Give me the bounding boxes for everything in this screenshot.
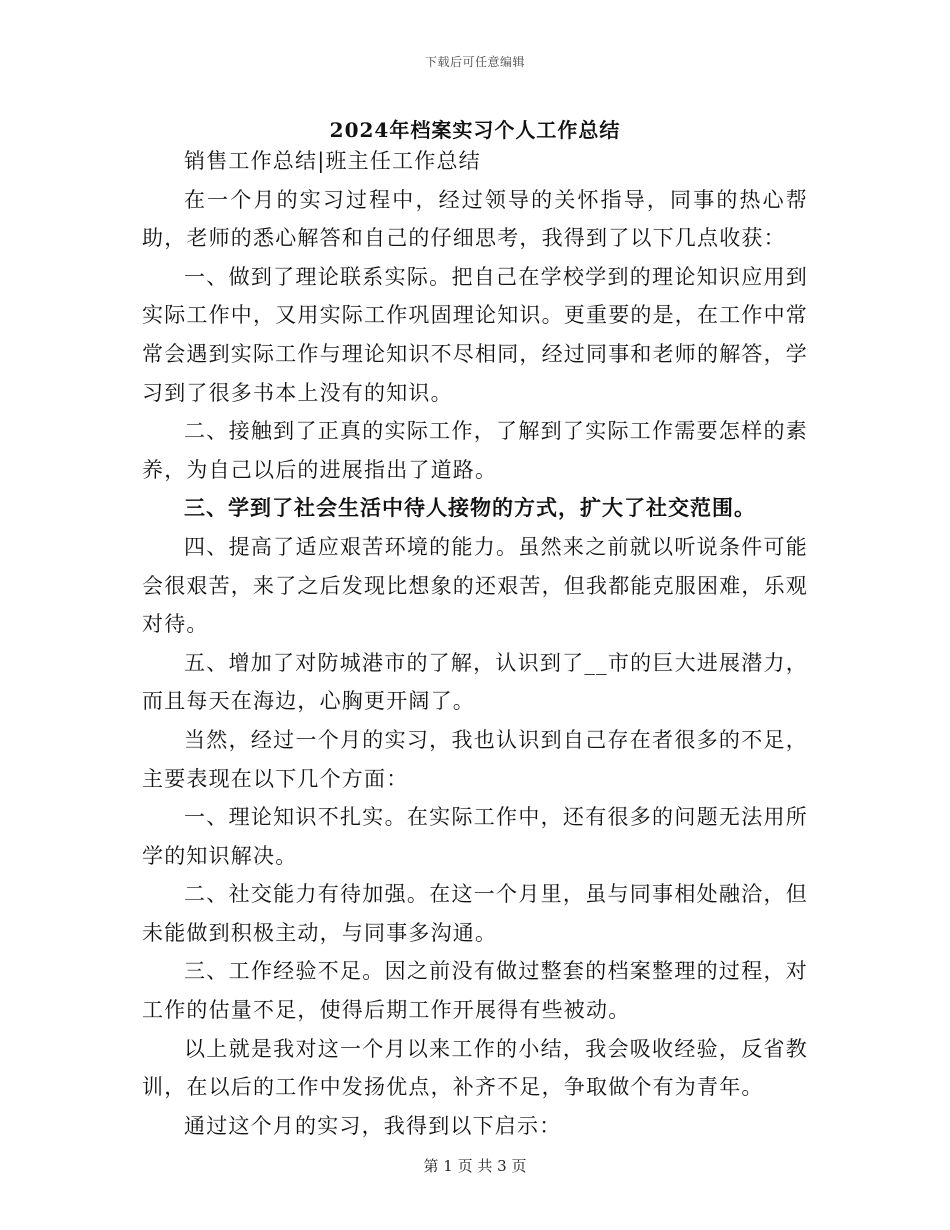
paragraph-3: 一、做到了理论联系实际。把自己在学校学到的理论知识应用到实际工作中，又用实际工作巩固理论知识。更重要的是，在工作中常常会遇到实际工作与理论知识不尽相同，经过同事和老师的解答，学习到了很多书本上没有的知识。 — [142, 264, 808, 405]
page-number: 第 1 页 共 3 页 — [423, 1157, 527, 1175]
paragraph-8: 当然，经过一个月的实习，我也认识到自己存在者很多的不足，主要表现在以下几个方面： — [142, 727, 808, 791]
paragraph-7: 五、增加了对防城港市的了解，认识到了__市的巨大进展潜力，而且每天在海边，心胸更开阔了。 — [142, 650, 808, 714]
paragraph-1: 销售工作总结|班主任工作总结 — [184, 149, 481, 173]
paragraph-4: 二、接触到了正真的实际工作，了解到了实际工作需要怎样的素养，为自己以后的进展指出了道路。 — [142, 419, 808, 482]
paragraph-13: 通过这个月的实习，我得到以下启示： — [184, 1113, 562, 1138]
document-title: 2024年档案实习个人工作总结 — [329, 118, 621, 142]
paragraph-5: 三、学到了社会生活中待人接物的方式，扩大了社交范围。 — [184, 495, 756, 521]
paragraph-9: 一、理论知识不扎实。在实际工作中，还有很多的问题无法用所学的知识解决。 — [142, 805, 808, 868]
paragraph-2: 在一个月的实习过程中，经过领导的关怀指导，同事的热心帮助，老师的悉心解答和自己的仔细思考，我得到了以下几点收获： — [142, 187, 808, 251]
paragraph-6: 四、提高了适应艰苦环境的能力。虽然来之前就以听说条件可能会很艰苦，来了之后发现比想象的还艰苦，但我都能克服困难，乐观对待。 — [142, 534, 808, 637]
header-note: 下载后可任意编辑 — [424, 55, 525, 69]
paragraph-10: 二、社交能力有待加强。在这一个月里，虽与同事相处融洽，但未能做到积极主动，与同事多沟通。 — [142, 882, 808, 945]
document-body — [142, 142, 808, 1145]
paragraph-12: 以上就是我对这一个月以来工作的小结，我会吸收经验，反省教训，在以后的工作中发扬优点，补齐不足，争取做个有为青年。 — [142, 1036, 808, 1100]
paragraph-11: 三、工作经验不足。因之前没有做过整套的档案整理的过程，对工作的估量不足，使得后期工作开展得有些被动。 — [142, 959, 808, 1023]
